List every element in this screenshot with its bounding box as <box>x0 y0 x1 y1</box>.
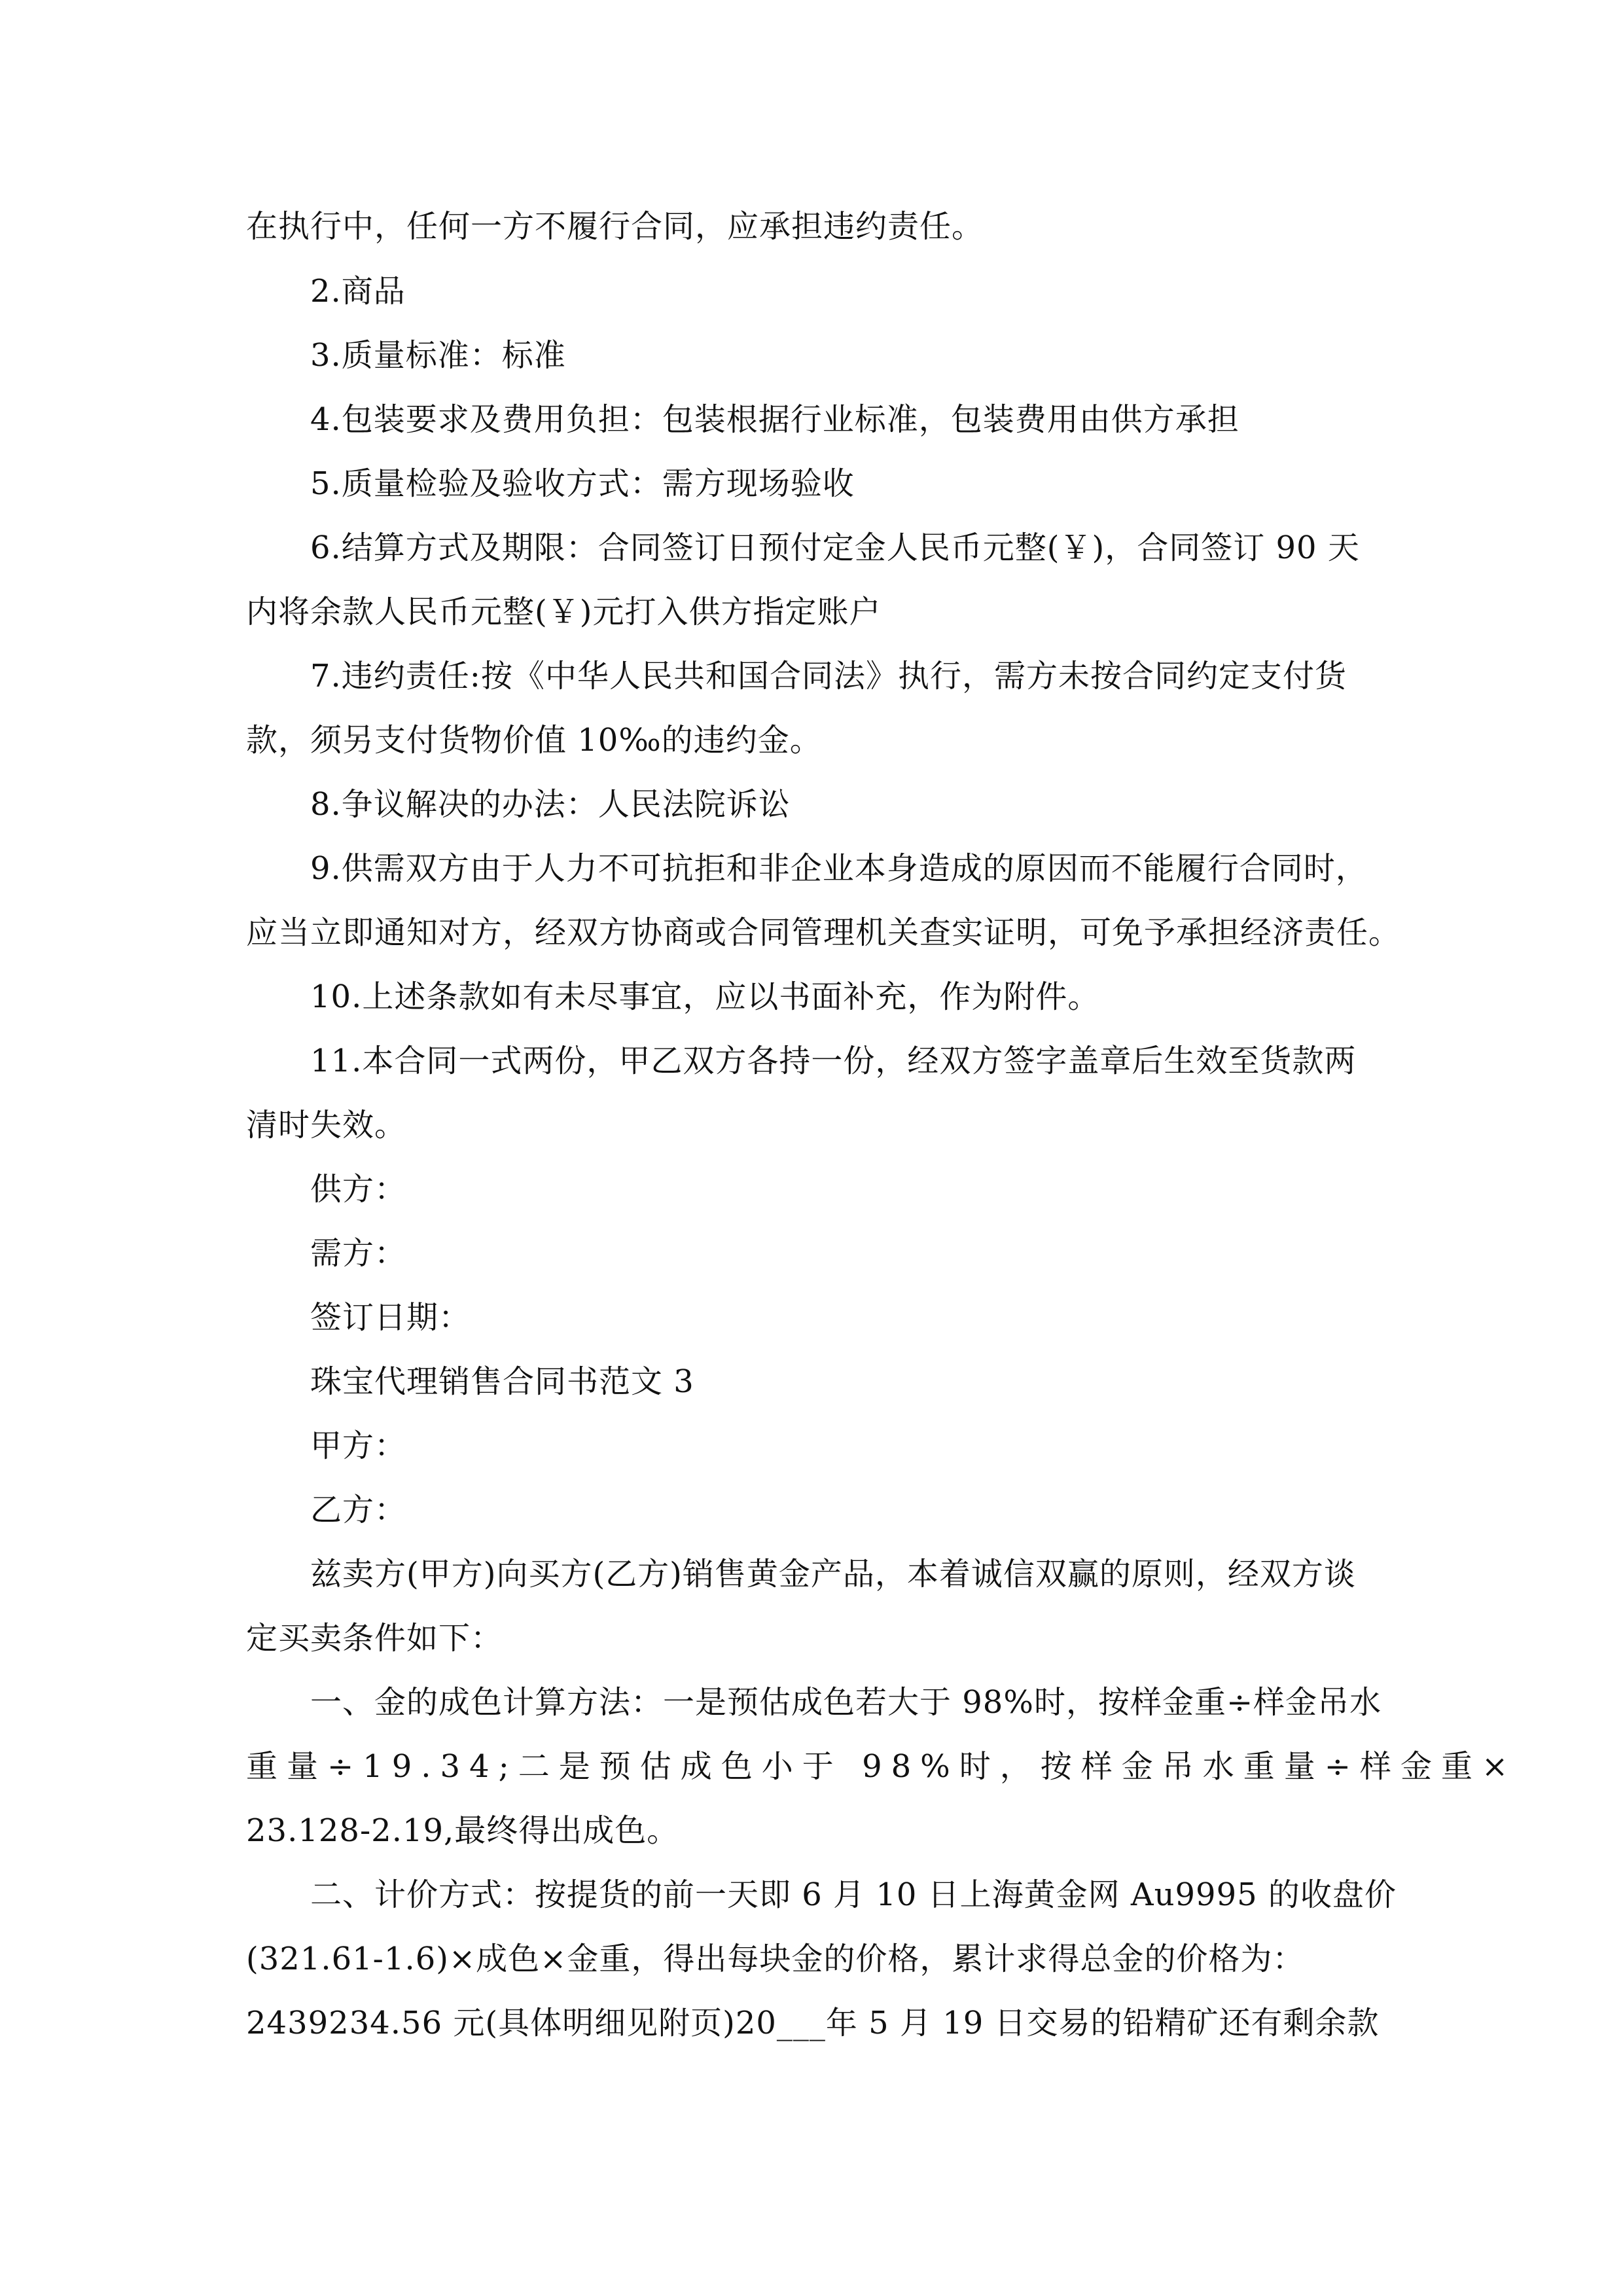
text-line: 珠宝代理销售合同书范文 3 <box>310 1363 694 1400</box>
text-line: 3.质量标准：标准 <box>310 337 566 374</box>
text-line: 定买卖条件如下： <box>246 1620 503 1657</box>
text-line: 清时失效。 <box>246 1107 407 1143</box>
text-line: 2439234.56 元(具体明细见附页)20___年 5 月 19 日交易的铅精矿还有剩余款 <box>246 2005 1380 2041</box>
text-line: 需方： <box>310 1235 407 1272</box>
text-line: 7.违约责任:按《中华人民共和国合同法》执行，需方未按合同约定支付货 <box>310 658 1347 694</box>
text-line: 4.包装要求及费用负担：包装根据行业标准，包装费用由供方承担 <box>310 401 1240 438</box>
text-line: 乙方： <box>310 1492 407 1528</box>
text-line: 5.质量检验及验收方式：需方现场验收 <box>310 465 855 502</box>
text-line: 6.结算方式及期限：合同签订日预付定金人民币元整(￥)，合同签订 90 天 <box>310 529 1360 566</box>
text-line: 10.上述条款如有未尽事宜，应以书面补充，作为附件。 <box>310 978 1100 1015</box>
text-line: 供方： <box>310 1171 407 1208</box>
text-line: 应当立即通知对方，经双方协商或合同管理机关查实证明，可免予承担经济责任。 <box>246 914 1401 951</box>
text-line: 甲方： <box>310 1427 407 1464</box>
text-line: 8.争议解决的办法：人民法院诉讼 <box>310 786 791 823</box>
text-line: 9.供需双方由于人力不可抗拒和非企业本身造成的原因而不能履行合同时， <box>310 850 1368 887</box>
text-line: 内将余款人民币元整(￥)元打入供方指定账户 <box>246 594 882 630</box>
text-line: 重量÷19.34;二是预估成色小于 98%时，按样金吊水重量÷样金重× <box>246 1748 1518 1785</box>
text-line: 一、金的成色计算方法：一是预估成色若大于 98%时，按样金重÷样金吊水 <box>310 1684 1382 1721</box>
text-line: 签订日期： <box>310 1299 471 1336</box>
text-line: 兹卖方(甲方)向买方(乙方)销售黄金产品，本着诚信双赢的原则，经双方谈 <box>310 1556 1356 1592</box>
text-line: 2.商品 <box>310 273 406 310</box>
text-line: 二、计价方式：按提货的前一天即 6 月 10 日上海黄金网 Au9995 的收盘价 <box>310 1876 1397 1913</box>
text-line: 23.128-2.19,最终得出成色。 <box>246 1812 679 1849</box>
text-line: 11.本合同一式两份，甲乙双方各持一份，经双方签字盖章后生效至货款两 <box>310 1043 1357 1079</box>
text-line: 在执行中，任何一方不履行合同，应承担违约责任。 <box>246 208 984 245</box>
text-line: (321.61-1.6)×成色×金重，得出每块金的价格，累计求得总金的价格为： <box>246 1941 1305 1977</box>
text-line: 款，须另支付货物价值 10‰的违约金。 <box>246 722 822 759</box>
